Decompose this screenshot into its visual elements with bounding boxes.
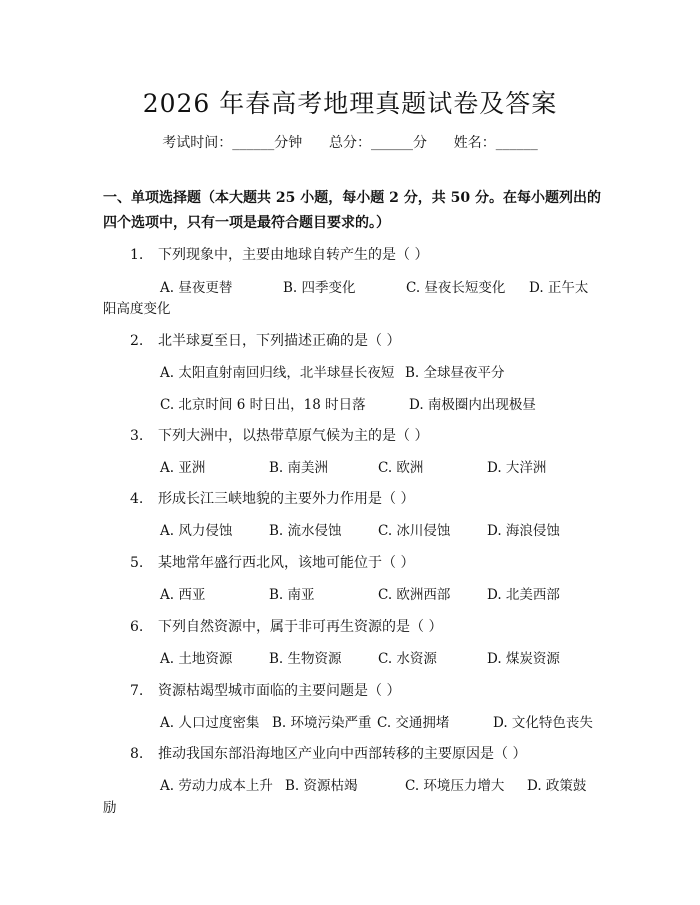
option-c: C. 水资源 (378, 651, 437, 667)
question-2 (130, 330, 400, 350)
option-c: C. 北京时间 6 时日出，18 时日落 (160, 397, 366, 413)
option-c: C. 欧洲西部 (378, 587, 451, 603)
option-c: C. 交通拥堵 (377, 715, 450, 731)
option-b: B. 全球昼夜平分 (405, 365, 505, 381)
option-c: C. 环境压力增大 (405, 778, 505, 794)
option-a: A. 太阳直射南回归线，北半球昼长夜短 (160, 365, 395, 381)
question-3 (130, 425, 428, 445)
question-number: 5. (130, 555, 144, 571)
option-d: D. 煤炭资源 (487, 651, 560, 667)
question-stem: 北半球夏至日，下列描述正确的是（ ） (158, 333, 401, 349)
question-stem: 某地常年盛行西北风，该地可能位于（ ） (158, 555, 415, 571)
question-stem: 下列现象中，主要由地球自转产生的是（ ） (158, 247, 429, 263)
question-1 (130, 244, 428, 264)
option-b: B. 流水侵蚀 (269, 523, 342, 539)
question-number: 3. (130, 428, 144, 444)
page-title: 2026 年春高考地理真题试卷及答案 (142, 89, 558, 118)
option-b: B. 南亚 (269, 587, 315, 603)
option-b: B. 四季变化 (283, 280, 356, 296)
question-number: 2. (130, 333, 144, 349)
option-a: A. 土地资源 (160, 651, 233, 667)
option-c: C. 昼夜长短变化 (406, 280, 506, 296)
option-b: B. 生物资源 (269, 651, 342, 667)
question-number: 7. (130, 683, 144, 699)
option-d: D. 海浪侵蚀 (487, 523, 560, 539)
time-unit: 分钟 (274, 135, 303, 151)
option-d: D. 政策鼓 (527, 778, 587, 794)
name-label: 姓名： (453, 135, 496, 151)
question-number: 6. (130, 619, 144, 635)
score-label: 总分： (329, 135, 371, 151)
option-a: A. 人口过度密集 (160, 715, 260, 731)
option-a: A. 昼夜更替 (160, 280, 233, 296)
option-d: D. 正午太 (529, 280, 589, 296)
question-number: 1. (130, 247, 144, 263)
score-blank: ______ (371, 135, 413, 151)
section-heading: 一、单项选择题（本大题共 25 小题，每小题 2 分，共 50 分。在每小题列出的四个选项中，只有一项是最符合题目要求的。） (103, 190, 601, 231)
option-b: B. 南美洲 (269, 460, 329, 476)
question-stem: 推动我国东部沿海地区产业向中西部转移的主要原因是（ ） (158, 746, 527, 762)
question-number: 8. (130, 746, 144, 762)
question-6 (130, 616, 442, 636)
option-d: D. 南极圈内出现极昼 (409, 397, 536, 413)
option-c: C. 欧洲 (378, 460, 424, 476)
question-stem: 资源枯竭型城市面临的主要问题是（ ） (158, 683, 401, 699)
question-stem: 下列自然资源中，属于非可再生资源的是（ ） (158, 619, 443, 635)
option-a: A. 亚洲 (160, 460, 206, 476)
option-b: B. 环境污染严重 (272, 715, 372, 731)
option-d: D. 北美西部 (487, 587, 560, 603)
question-5 (130, 552, 414, 572)
question-stem: 下列大洲中，以热带草原气候为主的是（ ） (158, 428, 429, 444)
name-blank: ______ (495, 135, 538, 151)
option-a: A. 劳动力成本上升 (160, 778, 273, 794)
option-b: B. 资源枯竭 (285, 778, 358, 794)
option-d-continuation: 阳高度变化 (103, 301, 171, 317)
question-number: 4. (130, 491, 144, 507)
question-7 (130, 680, 400, 700)
question-4 (130, 488, 414, 508)
question-8 (130, 743, 526, 763)
score-unit: 分 (413, 135, 427, 151)
time-blank: ______ (232, 135, 275, 151)
option-a: A. 风力侵蚀 (160, 523, 233, 539)
question-stem: 形成长江三峡地貌的主要外力作用是（ ） (158, 491, 415, 507)
option-d-continuation: 励 (103, 800, 117, 816)
option-a: A. 西亚 (160, 587, 206, 603)
option-d: D. 大洋洲 (487, 460, 547, 476)
option-c: C. 冰川侵蚀 (378, 523, 451, 539)
option-d: D. 文化特色丧失 (493, 715, 593, 731)
exam-meta (0, 132, 700, 152)
time-label: 考试时间： (162, 135, 233, 151)
